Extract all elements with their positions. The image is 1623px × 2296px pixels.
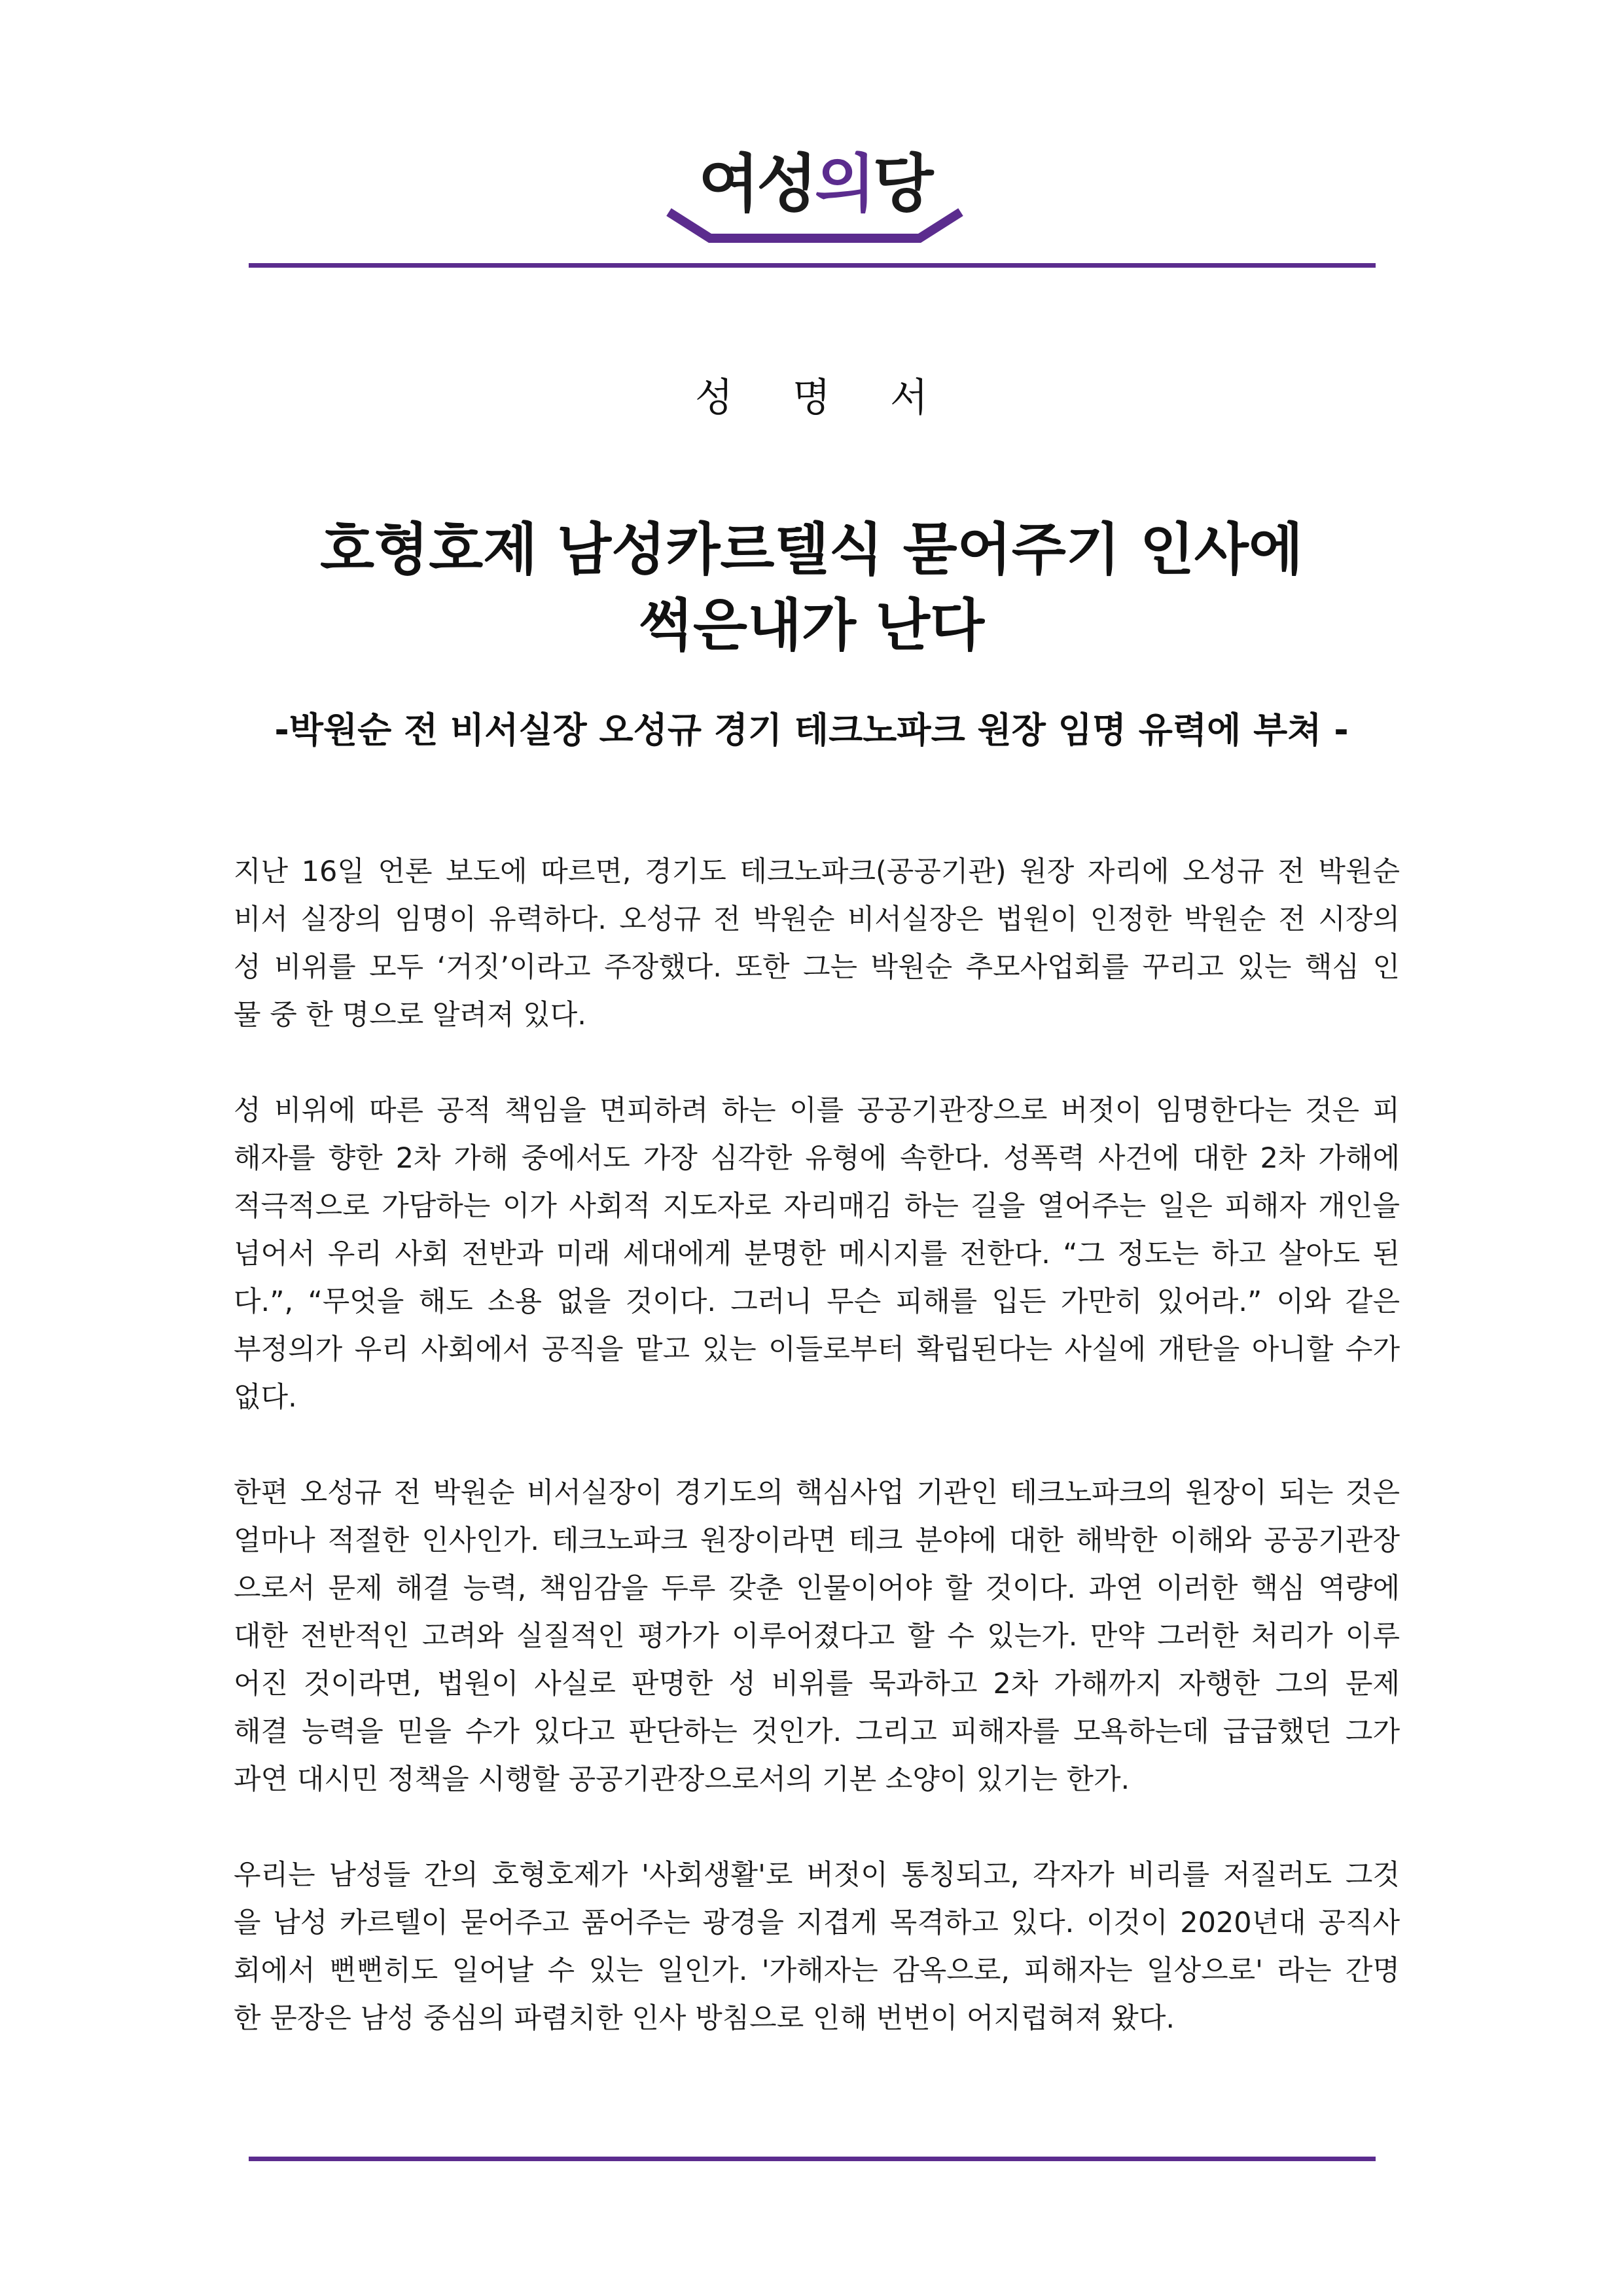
headline-line-1: 호형호제 남성카르텔식 묻어주기 인사에 [319, 517, 1304, 583]
paragraph-line: 과연 대시민 정책을 시행할 공공기관장으로서의 기본 소양이 있기는 한가. [234, 1763, 1130, 1796]
logo-chevron-icon [661, 200, 969, 246]
headline [196, 512, 1427, 664]
paragraph-line: 회에서 뻔뻔히도 일어날 수 있는 일인가. '가해자는 감옥으로, 피해자는 일상으로' 라는 간명 [234, 1954, 1400, 1987]
logo-prefix: 여성 [698, 147, 815, 221]
header-divider [249, 263, 1376, 268]
paragraph-line: 얼마나 적절한 인사인가. 테크노파크 원장이라면 테크 분야에 대한 해박한 이해와 공공기관장 [234, 1524, 1400, 1557]
paragraph-line: 성 비위를 모두 ‘거짓’이라고 주장했다. 또한 그는 박원순 추모사업회를 꾸리고 있는 핵심 인 [234, 951, 1400, 984]
paragraph-line: 없다. [234, 1381, 297, 1414]
paragraph [234, 1469, 1400, 1804]
paragraph-line: 을 남성 카르텔이 묻어주고 품어주는 광경을 지겹게 목격하고 있다. 이것이 2020년대 공직사 [234, 1907, 1400, 1939]
paragraph-line: 부정의가 우리 사회에서 공직을 맡고 있는 이들로부터 확립된다는 사실에 개탄을 아니할 수가 [234, 1333, 1400, 1366]
paragraph-line: 물 중 한 명으로 알려져 있다. [234, 999, 586, 1031]
paragraph-line: 성 비위에 따른 공적 책임을 면피하려 하는 이를 공공기관장으로 버젓이 임명한다는 것은 피 [234, 1094, 1400, 1127]
paragraph-line: 다.”, “무엇을 해도 소용 없을 것이다. 그러니 무슨 피해를 입든 가만히 있어라.” 이와 같은 [234, 1285, 1400, 1318]
paragraph-line: 해결 능력을 믿을 수가 있다고 판단하는 것인가. 그리고 피해자를 모욕하는데 급급했던 그가 [234, 1715, 1400, 1748]
paragraph [234, 848, 1400, 1039]
paragraph-line: 적극적으로 가담하는 이가 사회적 지도자로 자리매김 하는 길을 열어주는 일은 피해자 개인을 [234, 1190, 1400, 1223]
paragraph-line: 한 문장은 남성 중심의 파렴치한 인사 방침으로 인해 번번이 어지럽혀져 왔다. [234, 2002, 1175, 2035]
paragraph-line: 한편 오성규 전 박원순 비서실장이 경기도의 핵심사업 기관인 테크노파크의 원장이 되는 것은 [234, 1477, 1400, 1509]
footer-divider [249, 2157, 1376, 2161]
document-type: 성 명 서 [694, 375, 952, 421]
paragraph-line: 해자를 향한 2차 가해 중에서도 가장 심각한 유형에 속한다. 성폭력 사건에 대한 2차 가해에 [234, 1142, 1400, 1175]
paragraph-line: 대한 전반적인 고려와 실질적인 평가가 이루어졌다고 할 수 있는가. 만약 그러한 처리가 이루 [234, 1620, 1400, 1653]
logo-suffix: 당 [872, 147, 931, 221]
subtitle: -박원순 전 비서실장 오성규 경기 테크노파크 원장 임명 유력에 부쳐 - [274, 709, 1349, 751]
logo-accent: 의 [814, 147, 873, 221]
paragraph-line: 지난 16일 언론 보도에 따르면, 경기도 테크노파크(공공기관) 원장 자리에 오성규 전 박원순 [234, 855, 1400, 888]
paragraph-line: 으로서 문제 해결 능력, 책임감을 두루 갖춘 인물이어야 할 것이다. 과연 이러한 핵심 역량에 [234, 1572, 1400, 1605]
paragraph-line: 비서 실장의 임명이 유력하다. 오성규 전 박원순 비서실장은 법원이 인정한 박원순 전 시장의 [234, 903, 1400, 936]
party-logo [661, 148, 969, 246]
paragraph [234, 1087, 1400, 1422]
paragraph-line: 어진 것이라면, 법원이 사실로 판명한 성 비위를 묵과하고 2차 가해까지 자행한 그의 문제 [234, 1668, 1400, 1700]
headline-line-2: 썩은내가 난다 [638, 593, 985, 658]
paragraph-line: 우리는 남성들 간의 호형호제가 '사회생활'로 버젓이 통칭되고, 각자가 비리를 저질러도 그것 [234, 1859, 1400, 1892]
statement-body [234, 848, 1400, 2090]
paragraph-line: 넘어서 우리 사회 전반과 미래 세대에게 분명한 메시지를 전한다. “그 정도는 하고 살아도 된 [234, 1238, 1400, 1270]
paragraph [234, 1852, 1400, 2043]
